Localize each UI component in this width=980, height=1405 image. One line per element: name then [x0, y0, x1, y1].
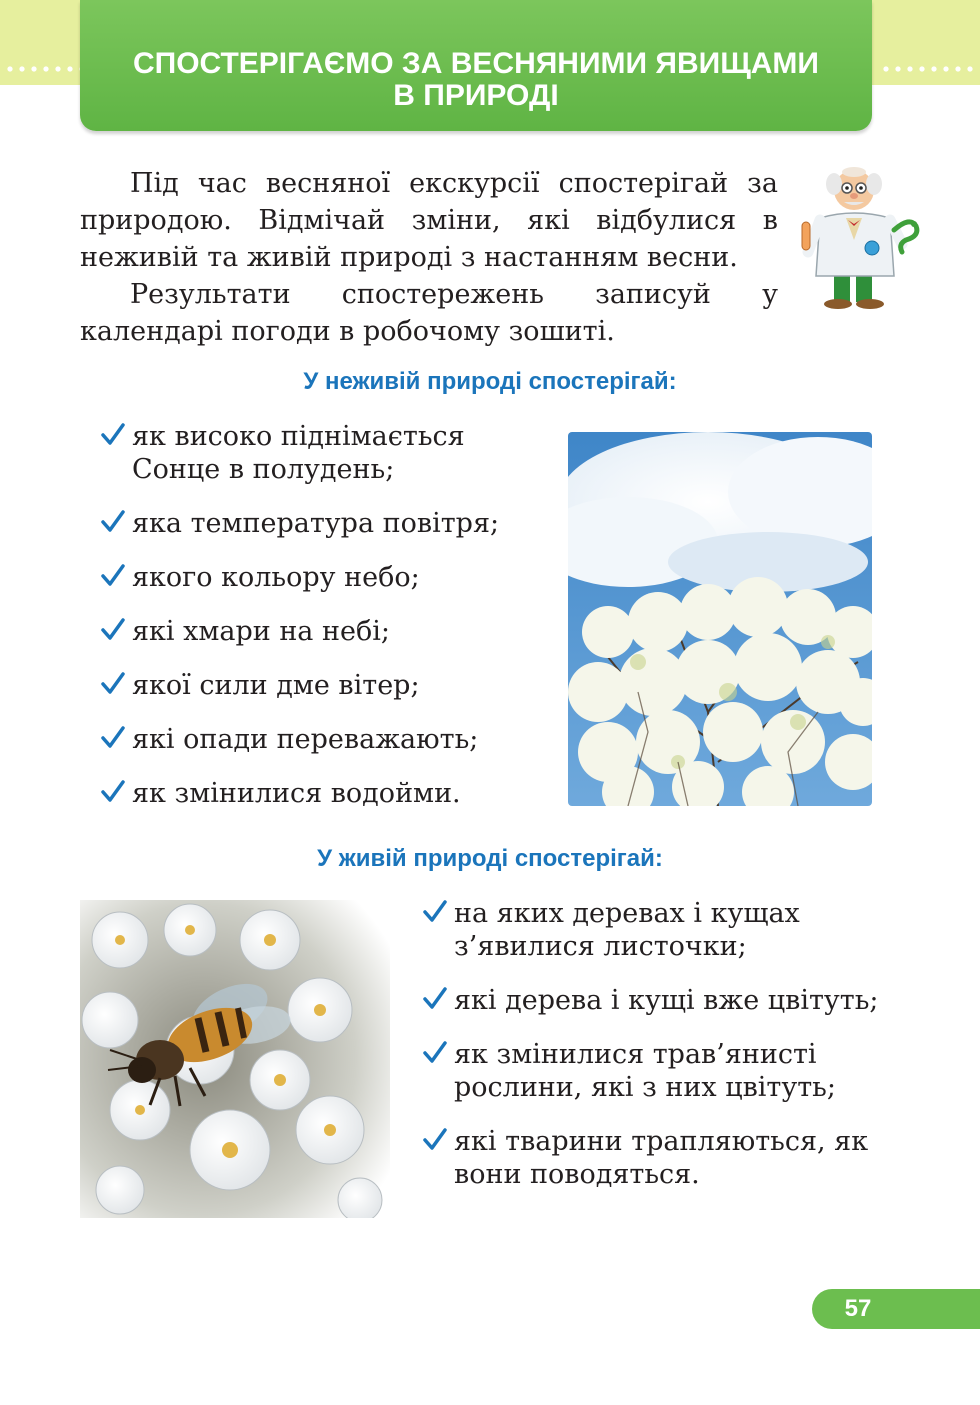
list-item-text: як високо піднімається Сонце в полудень; [132, 421, 465, 485]
list-item-text: як змінилися водойми. [132, 778, 461, 809]
check-icon [422, 1127, 448, 1153]
title-line-2: В ПРИРОДІ [393, 79, 559, 112]
list-item-text: якої сили дме вітер; [132, 670, 420, 701]
check-icon [422, 1040, 448, 1066]
list-item [422, 897, 882, 963]
list-item [422, 984, 882, 1017]
dotted-line-right [880, 62, 976, 76]
intro-paragraph-1: Під час весняної екскурсії спостерігай за природою. Відмічай зміни, які відбулися в неживій та живій природі з настанням весни. [80, 168, 778, 273]
blossom-sky-photo [568, 432, 872, 806]
check-icon [100, 563, 126, 589]
intro-text [80, 165, 778, 350]
list-item [100, 777, 540, 810]
title-banner [80, 0, 872, 131]
list-item [100, 561, 540, 594]
check-icon [422, 986, 448, 1012]
professor-illustration [798, 160, 922, 310]
title-line-1: СПОСТЕРІГАЄМО ЗА ВЕСНЯНИМИ ЯВИЩАМИ [132, 47, 819, 80]
check-icon [100, 671, 126, 697]
list-item [422, 1038, 882, 1104]
list-item-text: на яких деревах і кущах з’явилися листочки; [454, 898, 800, 962]
check-icon [100, 779, 126, 805]
check-icon [100, 509, 126, 535]
list-item [422, 1125, 882, 1191]
inanimate-heading: У неживій природі спостерігай: [303, 368, 677, 395]
check-icon [100, 422, 126, 448]
list-item [100, 669, 540, 702]
check-icon [100, 725, 126, 751]
dotted-line-left [4, 62, 84, 76]
check-icon [100, 617, 126, 643]
living-list [422, 897, 882, 1212]
living-heading: У живій природі спостерігай: [317, 845, 663, 872]
list-item-text: якого кольору небо; [132, 562, 420, 593]
list-item-text: як змінилися трав’янисті рослини, які з них цвітуть; [454, 1039, 836, 1103]
list-item [100, 420, 540, 486]
page-number: 57 [844, 1295, 872, 1322]
list-item-text: які хмари на небі; [132, 616, 390, 647]
check-icon [422, 899, 448, 925]
intro-paragraph-2: Результати спостережень записуй у календарі погоди в робочому зошиті. [80, 279, 778, 347]
inanimate-list [100, 420, 540, 831]
list-item-text: які дерева і кущі вже цвітуть; [454, 985, 879, 1016]
list-item [100, 507, 540, 540]
list-item-text: які опади переважають; [132, 724, 479, 755]
list-item-text: яка температура повітря; [132, 508, 500, 539]
bee-on-blossom-photo [80, 900, 390, 1218]
list-item-text: які тварини трапляються, як вони поводяться. [454, 1126, 869, 1190]
list-item [100, 615, 540, 648]
list-item [100, 723, 540, 756]
